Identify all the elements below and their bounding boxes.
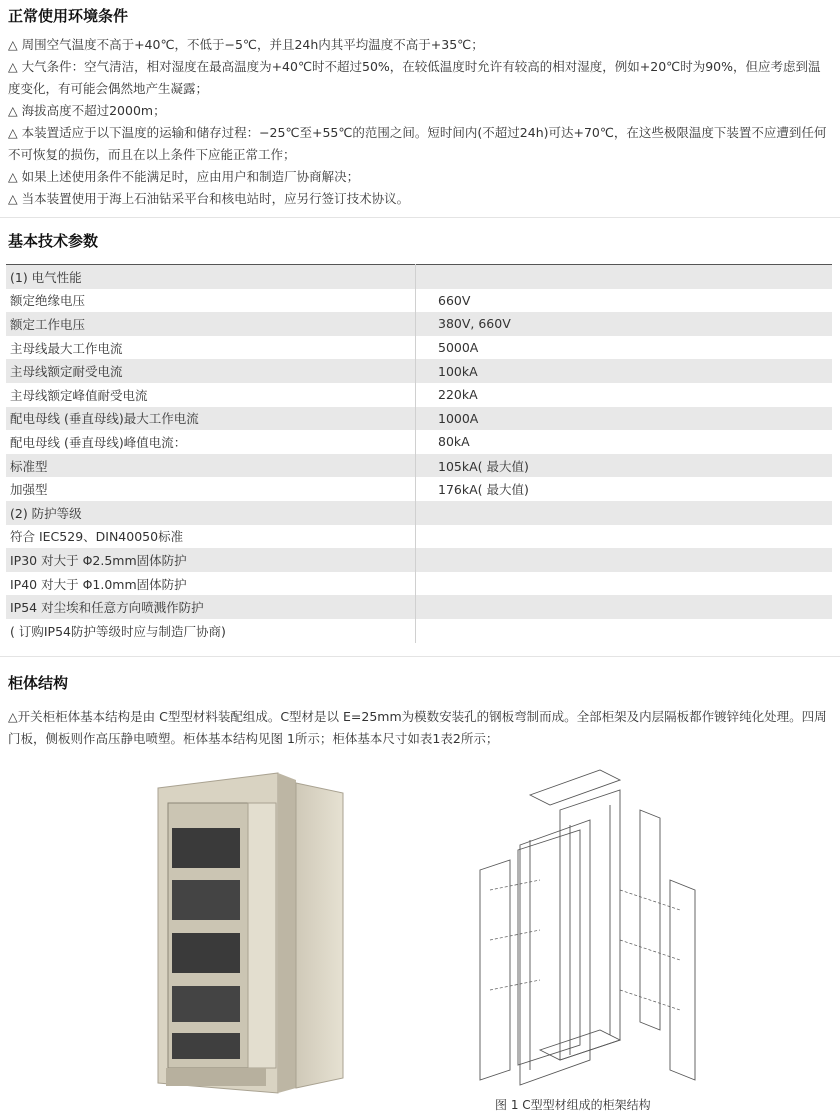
param-value bbox=[416, 572, 833, 596]
param-label: 主母线最大工作电流 bbox=[6, 336, 416, 360]
param-row bbox=[6, 548, 832, 572]
param-row bbox=[6, 454, 832, 478]
param-label: 额定工作电压 bbox=[6, 312, 416, 336]
param-label: 配电母线 (垂直母线)峰值电流： bbox=[6, 430, 416, 454]
param-label: 标准型 bbox=[6, 454, 416, 478]
param-value bbox=[416, 501, 833, 525]
env-item-4: △ 本装置适应于以下温度的运输和储存过程：−25℃至+55℃的范围之间。短时间内(不超过24h)可达+70℃，在这些极限温度下装置不应遭到任何不可恢复的损伤，而且在以上条件下应能正常工作； bbox=[8, 125, 827, 162]
structure-text: △开关柜柜体基本结构是由 C型型材料装配组成。C型材是以 E=25mm为模数安装孔的钢板弯制而成。全部柜架及内层隔板都作镀锌纯化处理。四周门板，侧板则作高压静电喷塑。柜体基本结构见图 1所示；柜体基本尺寸如表1表2所示； bbox=[8, 709, 827, 746]
cabinet-photo bbox=[148, 768, 348, 1098]
param-value: 176kA( 最大值) bbox=[438, 482, 529, 498]
figure-caption: 图 1 C型型材组成的柜架结构 bbox=[495, 1098, 651, 1112]
param-row bbox=[6, 289, 832, 313]
param-value: 660V bbox=[438, 292, 471, 308]
env-item-5: △ 如果上述使用条件不能满足时，应由用户和制造厂协商解决； bbox=[8, 169, 360, 184]
param-row bbox=[6, 407, 832, 431]
param-label: IP30 对大于 Φ2.5mm固体防护 bbox=[6, 548, 416, 572]
divider bbox=[0, 656, 840, 657]
params-title: 基本技术参数 bbox=[8, 232, 99, 250]
param-row bbox=[6, 430, 832, 454]
param-value bbox=[416, 265, 833, 289]
param-row bbox=[6, 501, 832, 525]
divider bbox=[0, 217, 840, 218]
param-label: 额定绝缘电压 bbox=[6, 289, 416, 313]
param-row bbox=[6, 383, 832, 407]
param-label: 主母线额定耐受电流 bbox=[6, 359, 416, 383]
param-row bbox=[6, 477, 832, 501]
env-item-6: △ 当本装置使用于海上石油钻采平台和核电站时，应另行签订技术协议。 bbox=[8, 191, 410, 206]
param-label: IP54 对尘埃和任意方向喷溅作防护 bbox=[6, 595, 416, 619]
param-label: 配电母线 (垂直母线)最大工作电流 bbox=[6, 407, 416, 431]
param-label: 主母线额定峰值耐受电流 bbox=[6, 383, 416, 407]
param-value bbox=[416, 619, 833, 643]
param-label: (2) 防护等级 bbox=[6, 501, 416, 525]
param-label: ( 订购IP54防护等级时应与制造厂协商) bbox=[6, 619, 416, 643]
param-row bbox=[6, 525, 832, 549]
param-value: 5000A bbox=[438, 340, 479, 356]
param-row bbox=[6, 312, 832, 336]
param-row bbox=[6, 265, 832, 289]
param-value: 105kA( 最大值) bbox=[416, 454, 833, 478]
structure-title: 柜体结构 bbox=[8, 674, 69, 692]
param-row bbox=[6, 336, 832, 360]
env-item-1: △ 周围空气温度不高于+40℃，不低于−5℃，并且24h内其平均温度不高于+35℃； bbox=[8, 37, 484, 52]
params-table bbox=[6, 264, 832, 643]
frame-structure-diagram bbox=[470, 740, 710, 1090]
param-row bbox=[6, 359, 832, 383]
param-value: 80kA bbox=[438, 434, 470, 450]
param-label: 符合 IEC529、DIN40050标准 bbox=[6, 525, 416, 549]
env-item-3: △ 海拔高度不超过2000m； bbox=[8, 103, 166, 118]
param-value: 220kA bbox=[438, 387, 478, 403]
param-value: 100kA bbox=[416, 359, 833, 383]
param-row bbox=[6, 595, 832, 619]
param-value bbox=[416, 525, 833, 549]
param-value bbox=[416, 595, 833, 619]
param-row bbox=[6, 572, 832, 596]
env-title: 正常使用环境条件 bbox=[8, 7, 129, 25]
param-value bbox=[416, 548, 833, 572]
env-item-2: △ 大气条件：空气清洁，相对湿度在最高温度为+40℃时不超过50%，在较低温度时允许有较高的相对湿度，例如+20℃时为90%，但应考虑到温度变化，有可能会偶然地产生凝露； bbox=[8, 59, 821, 96]
param-label: IP40 对大于 Φ1.0mm固体防护 bbox=[6, 572, 416, 596]
param-value: 1000A bbox=[416, 407, 833, 431]
param-label: (1) 电气性能 bbox=[6, 265, 416, 289]
param-label: 加强型 bbox=[6, 477, 416, 501]
env-conditions bbox=[8, 34, 830, 210]
param-row bbox=[6, 619, 832, 643]
param-value: 380V, 660V bbox=[416, 312, 833, 336]
